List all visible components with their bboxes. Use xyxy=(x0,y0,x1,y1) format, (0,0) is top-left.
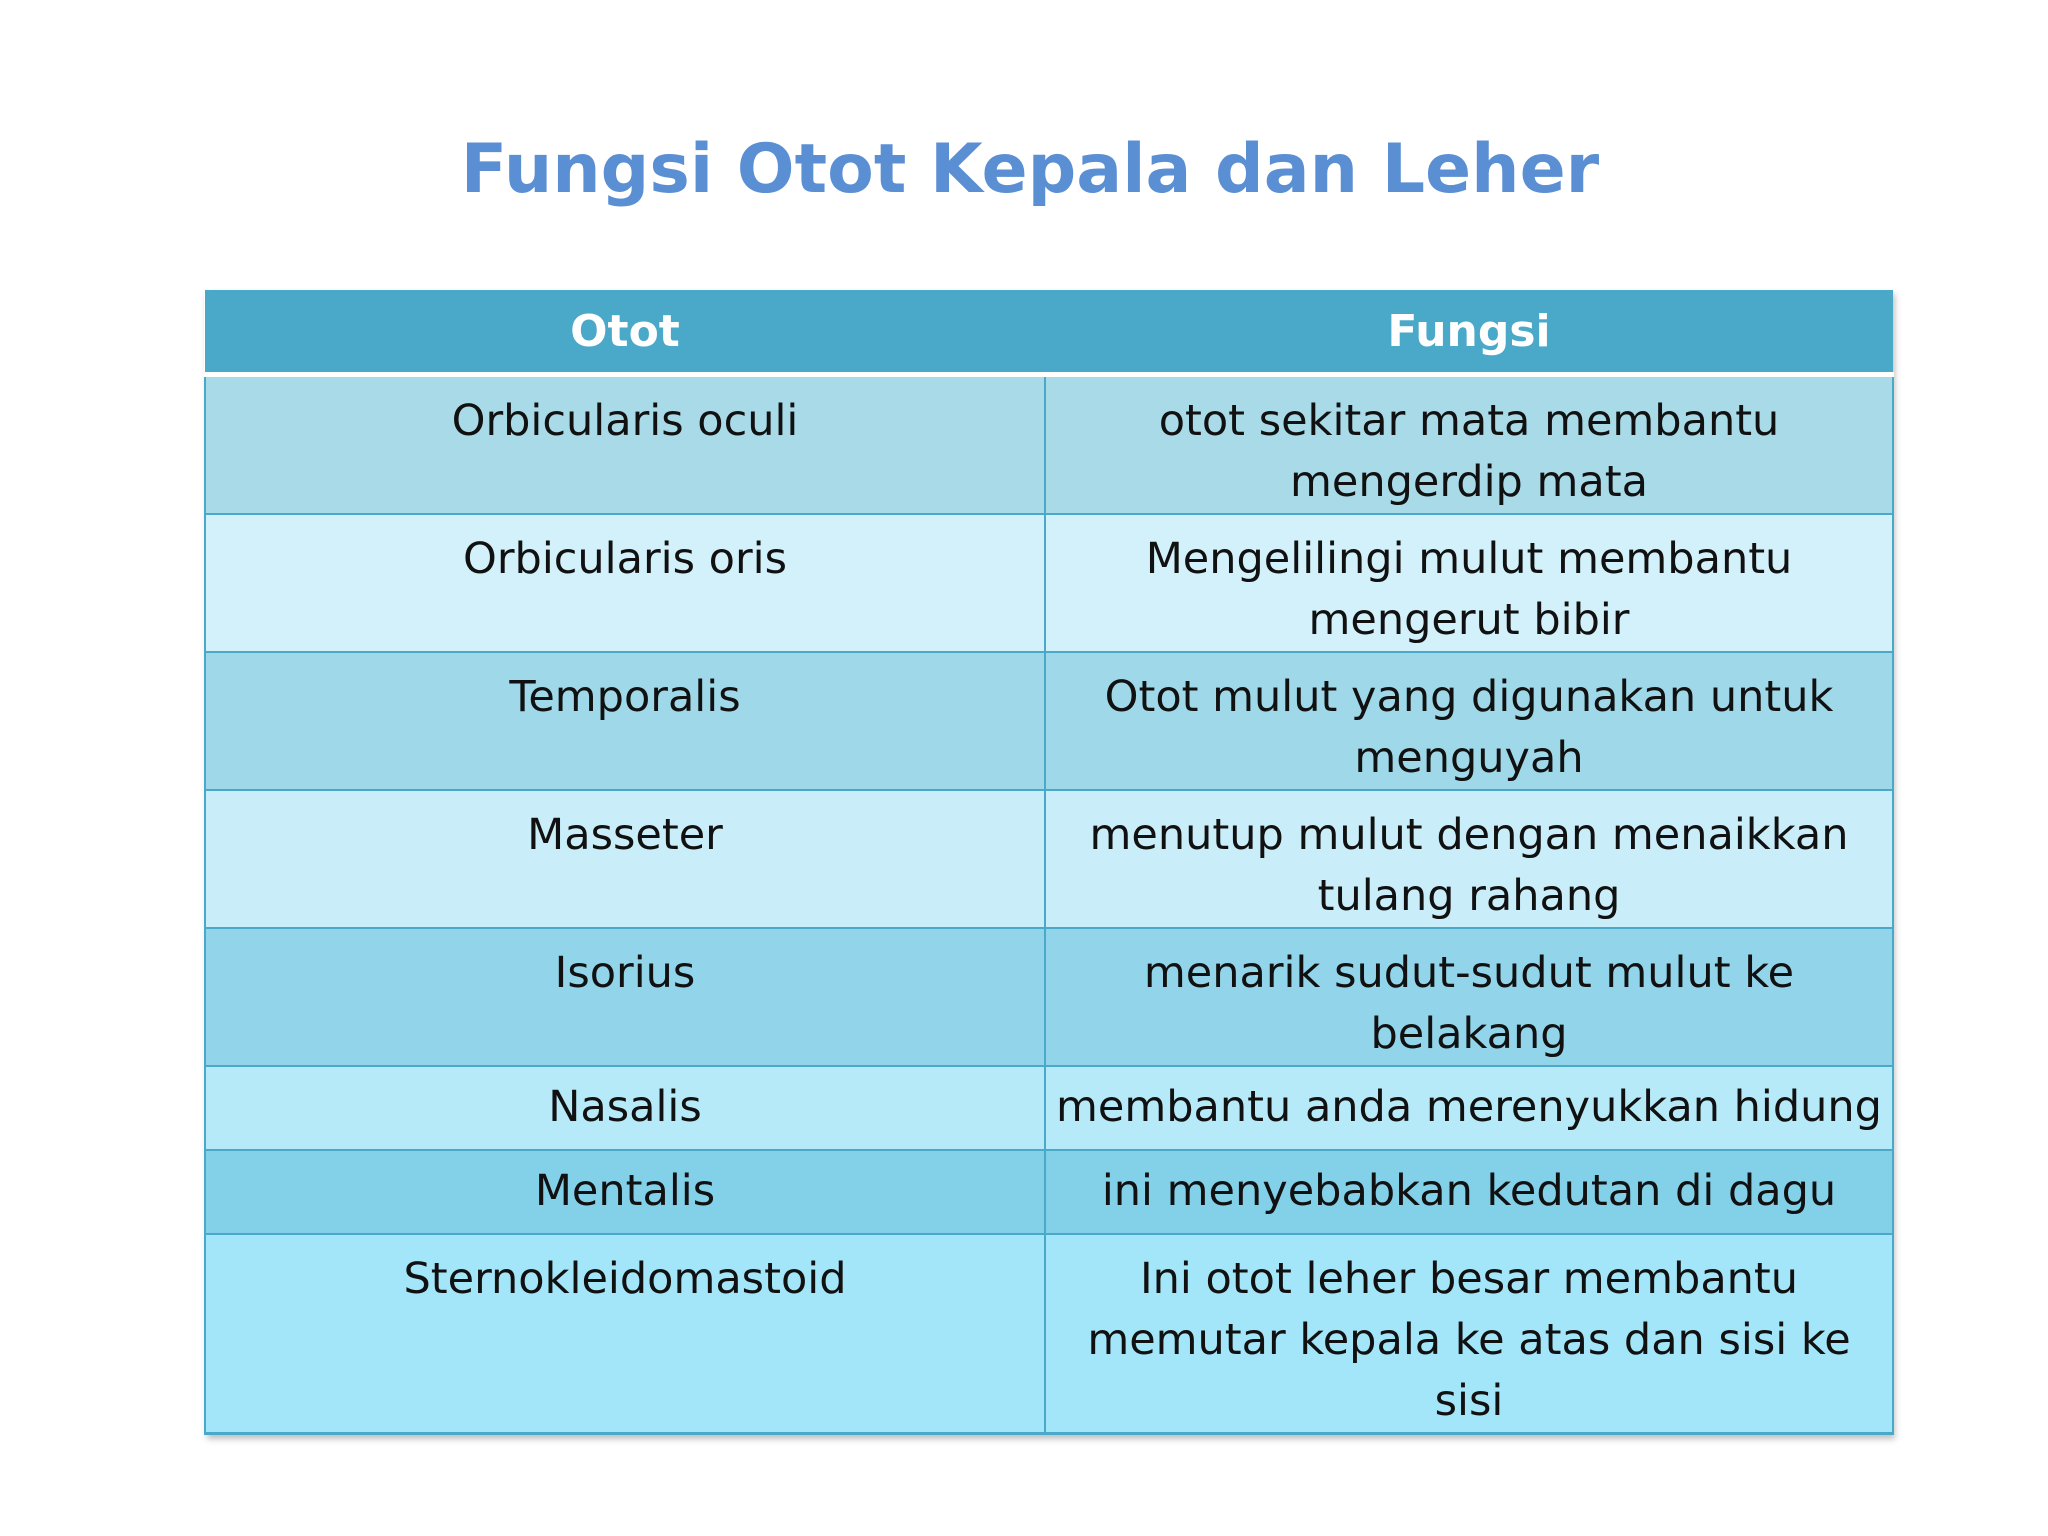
cell-otot: Temporalis xyxy=(205,652,1045,790)
cell-otot: Sternokleidomastoid xyxy=(205,1234,1045,1434)
table-row xyxy=(205,1234,1893,1434)
column-header-otot: Otot xyxy=(205,290,1045,375)
table-row xyxy=(205,1150,1893,1234)
cell-fungsi: ini menyebabkan kedutan di dagu xyxy=(1045,1150,1893,1234)
cell-otot: Orbicularis oris xyxy=(205,514,1045,652)
cell-fungsi: Otot mulut yang digunakan untuk menguyah xyxy=(1045,652,1893,790)
cell-otot: Nasalis xyxy=(205,1066,1045,1150)
cell-otot: Mentalis xyxy=(205,1150,1045,1234)
cell-fungsi: Ini otot leher besar membantu memutar kepala ke atas dan sisi ke sisi xyxy=(1045,1234,1893,1434)
muscle-function-table xyxy=(204,290,1892,1435)
table-row xyxy=(205,375,1893,515)
table-row xyxy=(205,790,1893,928)
cell-fungsi: otot sekitar mata membantu mengerdip mata xyxy=(1045,375,1893,515)
table-row xyxy=(205,928,1893,1066)
table xyxy=(204,290,1894,1435)
cell-otot: Isorius xyxy=(205,928,1045,1066)
cell-fungsi: menutup mulut dengan menaikkan tulang rahang xyxy=(1045,790,1893,928)
column-header-fungsi: Fungsi xyxy=(1045,290,1893,375)
table-header-row xyxy=(205,290,1893,375)
cell-fungsi: Mengelilingi mulut membantu mengerut bibir xyxy=(1045,514,1893,652)
cell-otot: Masseter xyxy=(205,790,1045,928)
cell-fungsi: membantu anda merenyukkan hidung xyxy=(1045,1066,1893,1150)
table-row xyxy=(205,514,1893,652)
cell-fungsi: menarik sudut-sudut mulut ke belakang xyxy=(1045,928,1893,1066)
table-row xyxy=(205,1066,1893,1150)
page-title: Fungsi Otot Kepala dan Leher xyxy=(460,130,1600,209)
table-row xyxy=(205,652,1893,790)
cell-otot: Orbicularis oculi xyxy=(205,375,1045,515)
